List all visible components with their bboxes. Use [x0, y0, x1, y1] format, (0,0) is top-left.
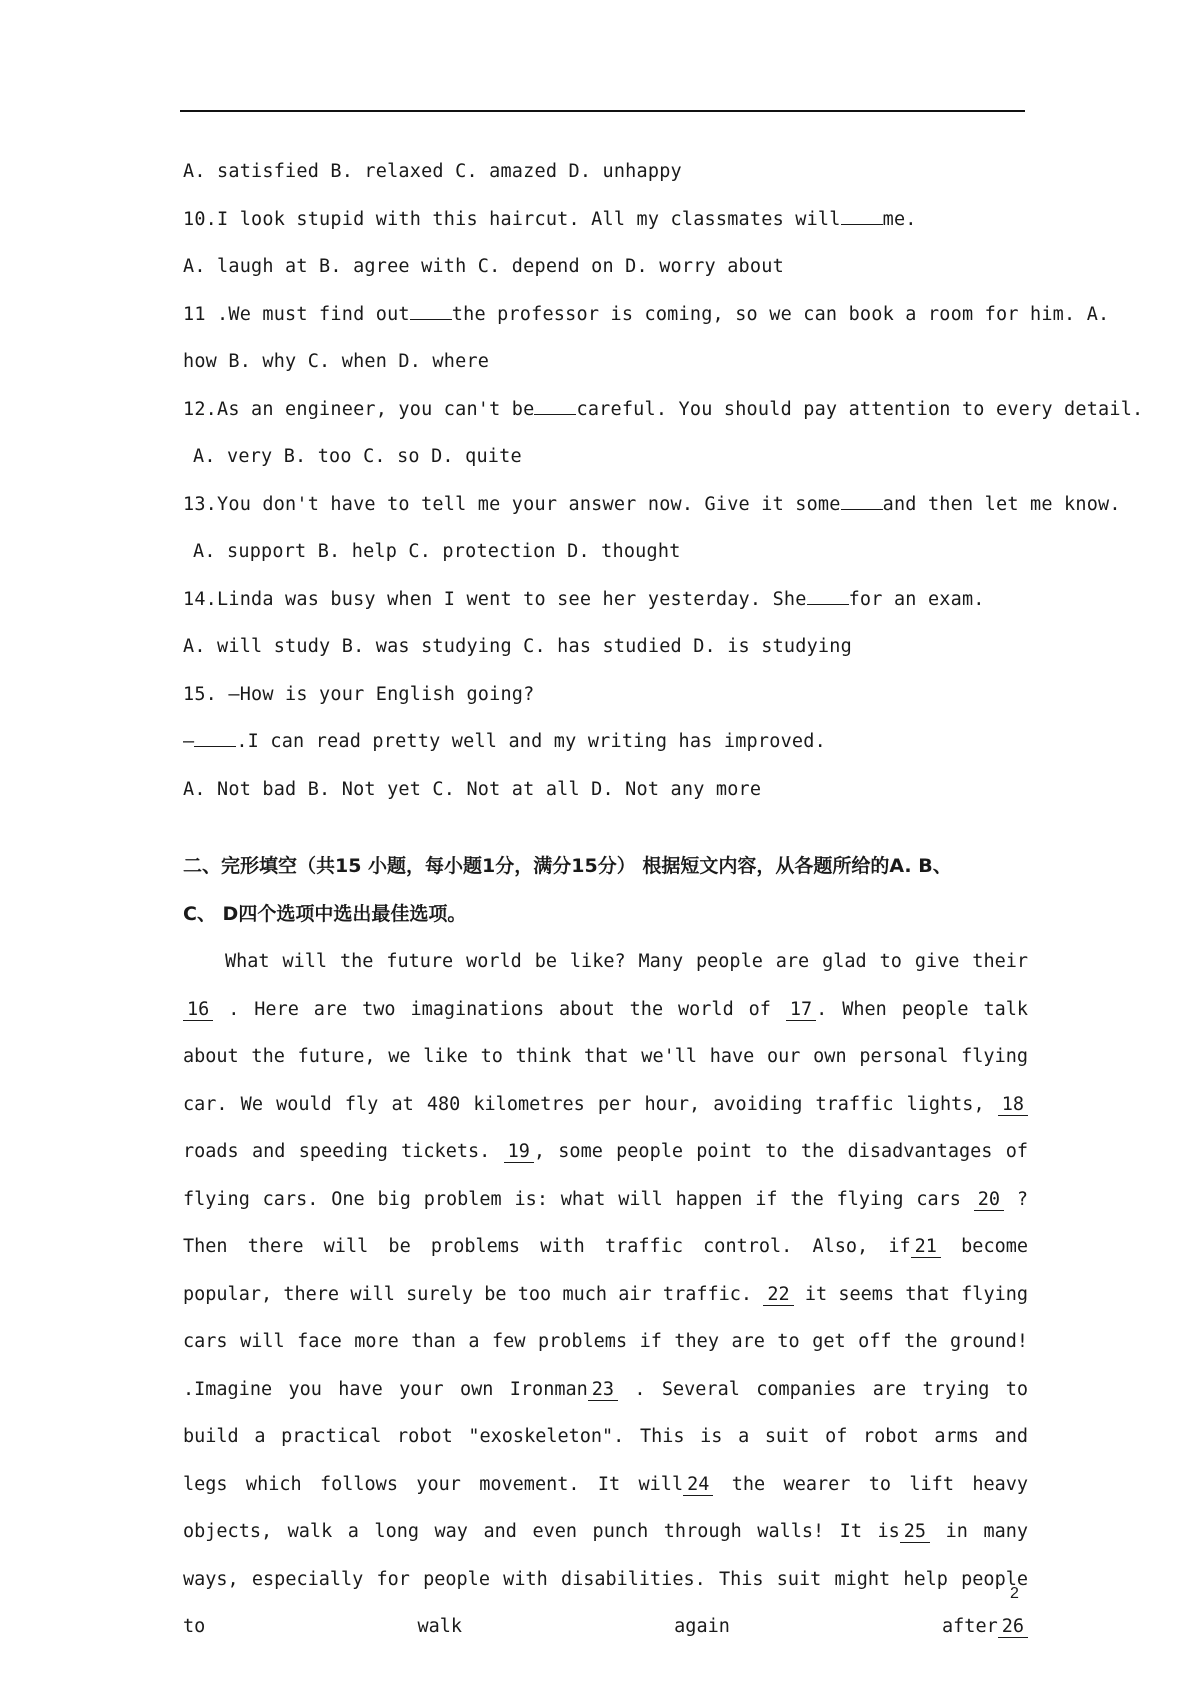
section-heading-cont: C、 D四个选项中选出最佳选项。: [183, 902, 467, 925]
question-15: 15. —How is your English going?: [183, 683, 535, 705]
question-text: —: [183, 731, 195, 752]
blank-25: 25: [900, 1521, 930, 1543]
question-options: how B. why C. when D. where: [183, 351, 490, 372]
question-options: A. Not bad B. Not yet C. Not at all D. Not any more: [183, 778, 762, 800]
blank-19: 19: [504, 1141, 534, 1163]
question-13: [183, 481, 1121, 529]
blank-24: 24: [683, 1474, 713, 1496]
passage-text: become popular, there will surely be too much air traffic.: [183, 1236, 1028, 1305]
passage-text: the wearer to lift heavy objects, walk a long way and even punch through walls! It is: [183, 1473, 1029, 1542]
passage-text: . When people talk about the future, we like to think that we'll have our own personal flying car. We would fly at 480 kilometres per hour, avoiding traffic lights,: [183, 998, 1029, 1115]
passage-text: , some people point to the disadvantages of flying cars. One big problem is: what will happen if the flying cars: [183, 1141, 1028, 1210]
question-text: the professor is coming, so we can book a room for him. A.: [451, 303, 1110, 325]
section-gap: [183, 813, 1028, 843]
blank-18: 18: [998, 1094, 1028, 1116]
question-12: [183, 386, 1144, 434]
answer-blank: [841, 509, 883, 510]
question-text: 13.You don't have to tell me your answer now. Give it some: [183, 493, 841, 515]
question-text: 10.I look stupid with this haircut. All my classmates will: [183, 208, 841, 230]
question-text: careful. You should pay attention to every detail.: [576, 398, 1144, 420]
answer-blank: [534, 414, 576, 415]
blank-22: 22: [763, 1284, 793, 1306]
question-text: 12.As an engineer, you can't be: [183, 398, 535, 420]
question-15-reply: [183, 718, 1028, 766]
passage-text: ? Then there will be problems with traffic control. Also, if: [183, 1188, 1029, 1257]
blank-17: 17: [786, 999, 816, 1021]
blank-23: 23: [588, 1379, 618, 1401]
question-text: for an exam.: [848, 588, 985, 610]
answer-blank: [194, 746, 236, 747]
blank-16: 16: [183, 999, 213, 1021]
section-heading: 二、完形填空（共15 小题，每小题1分，满分15分） 根据短文内容，从各题所给的A. B、: [183, 855, 952, 877]
answer-blank: [807, 604, 849, 605]
passage-text: in many ways, especially for people with disabilities. This suit might help people to walk again after: [183, 1521, 1029, 1637]
blank-26: 26: [998, 1616, 1028, 1638]
passage-text: it seems that flying cars will face more than a few problems if they are to get off the ground! .Imagine you have your own Ironman: [183, 1283, 1028, 1400]
passage-text: . Several companies are trying to build a practical robot "exoskeleton". This is a suit of robot arms and legs which follows your movement. It will: [183, 1378, 1028, 1495]
question-text: me.: [882, 208, 917, 230]
blank-21: 21: [911, 1236, 941, 1258]
question-options: A. laugh at B. agree with C. depend on D. worry about: [183, 256, 784, 277]
answer-blank: [841, 224, 883, 225]
blank-20: 20: [974, 1189, 1004, 1211]
question-options: A. will study B. was studying C. has studied D. is studying: [183, 636, 852, 657]
page-number: 2: [1010, 1585, 1019, 1602]
cloze-passage: [183, 938, 1028, 1651]
question-options: A. satisfied B. relaxed C. amazed D. unhappy: [183, 161, 682, 182]
question-options: A. support B. help C. protection D. thought: [193, 541, 681, 562]
question-10: [183, 196, 1028, 244]
passage-text: What will the future world be like? Many people are glad to give their: [225, 951, 1028, 972]
question-text: and then let me know.: [882, 493, 1121, 515]
question-text: 11 .We must find out: [183, 303, 410, 325]
passage-text: . Here are two imaginations about the world of: [228, 998, 771, 1020]
answer-blank: [410, 319, 452, 320]
page-content: [183, 148, 1144, 1651]
question-11: [183, 291, 1110, 339]
question-text: 14.Linda was busy when I went to see her yesterday. She: [183, 588, 807, 610]
header-rule: [180, 110, 1025, 112]
question-options: A. very B. too C. so D. quite: [193, 446, 522, 467]
question-14: [183, 576, 1028, 624]
question-text: .I can read pretty well and my writing has improved.: [236, 731, 826, 752]
passage-text: roads and speeding tickets.: [183, 1141, 491, 1162]
